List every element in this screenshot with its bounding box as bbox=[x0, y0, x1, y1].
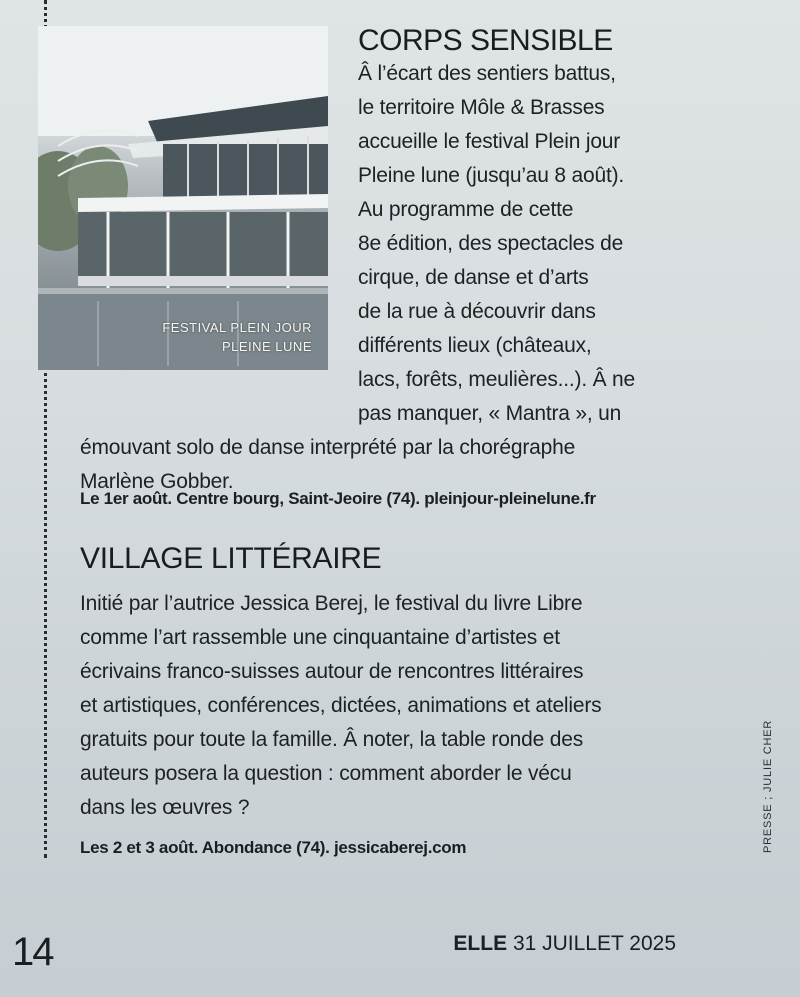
article-1-line: de la rue à découvrir dans bbox=[358, 300, 596, 323]
article-1-line: 8e édition, des spectacles de bbox=[358, 232, 624, 255]
article-1-line: Â l’écart des sentiers battus, bbox=[358, 62, 616, 85]
article-2-line: dans les œuvres ? bbox=[80, 796, 250, 819]
photo-caption bbox=[162, 318, 312, 356]
article-1-line: accueille le festival Plein jour bbox=[358, 130, 621, 153]
article-1-line: Au programme de cette bbox=[358, 198, 574, 221]
photo-caption-line-1: FESTIVAL PLEIN JOUR bbox=[162, 320, 312, 335]
folio bbox=[453, 932, 676, 956]
article-2-title: VILLAGE LITTÉRAIRE bbox=[80, 542, 382, 575]
article-1-line: pas manquer, « Mantra », un bbox=[358, 402, 622, 425]
article-2-line: écrivains franco-suisses autour de rencontres littéraires bbox=[80, 660, 584, 683]
article-2-line: auteurs posera la question : comment aborder le vécu bbox=[80, 762, 572, 785]
article-1-line: émouvant solo de danse interprété par la chorégraphe bbox=[80, 436, 576, 459]
folio-brand: ELLE bbox=[453, 932, 508, 955]
article-2-line: Initié par l’autrice Jessica Berej, le festival du livre Libre bbox=[80, 592, 583, 615]
article-1-line: différents lieux (châteaux, bbox=[358, 334, 592, 357]
article-1-line: le territoire Môle & Brasses bbox=[358, 96, 605, 119]
article-1-line: Marlène Gobber. bbox=[80, 470, 234, 493]
page-number: 14 bbox=[12, 930, 53, 974]
photo-credit: PRESSE ; JULIE CHER bbox=[762, 719, 774, 853]
photo-caption-line-2: PLEINE LUNE bbox=[221, 339, 312, 354]
article-1-line: lacs, forêts, meulières...). Â ne bbox=[358, 368, 636, 391]
festival-photo bbox=[38, 26, 328, 370]
article-2-line: et artistiques, conférences, dictées, animations et ateliers bbox=[80, 694, 602, 717]
article-2-info: Les 2 et 3 août. Abondance (74). jessicaberej.com bbox=[80, 838, 467, 857]
article-1-line: Pleine lune (jusqu’au 8 août). bbox=[358, 164, 625, 187]
folio-date: 31 JUILLET 2025 bbox=[512, 932, 676, 955]
article-1-info: Le 1er août. Centre bourg, Saint-Jeoire (74). pleinjour-pleinelune.fr bbox=[80, 489, 596, 508]
article-2-line: comme l’art rassemble une cinquantaine d’artistes et bbox=[80, 626, 560, 649]
article-1-line: cirque, de danse et d’arts bbox=[358, 266, 589, 289]
article-1-title: CORPS SENSIBLE bbox=[358, 24, 613, 57]
article-2-line: gratuits pour toute la famille. Â noter, la table ronde des bbox=[80, 728, 584, 751]
